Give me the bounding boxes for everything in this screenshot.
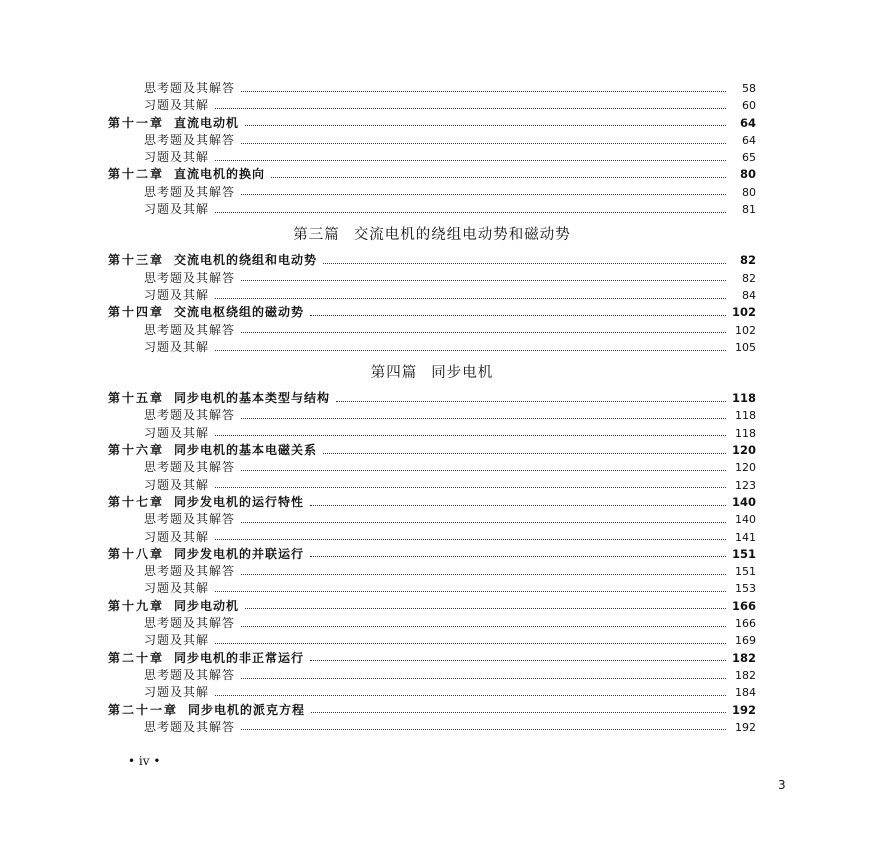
part-title: 同步电机	[431, 365, 494, 382]
page-ref: 182	[731, 650, 756, 665]
toc-chapter-entry	[108, 304, 756, 321]
chapter-title: 同步发电机的并联运行	[174, 546, 305, 561]
page-ref: 102	[731, 305, 756, 320]
dot-leader	[215, 211, 726, 213]
entry-title: 思考题及其解答	[144, 512, 236, 527]
toc-sub-entry	[108, 322, 756, 339]
entry-title: 思考题及其解答	[144, 616, 236, 631]
entry-title: 习题及其解	[144, 685, 210, 700]
dot-leader	[241, 417, 726, 419]
chapter-title: 同步电机的非正常运行	[174, 650, 305, 665]
part-number: 第三篇	[293, 227, 340, 244]
dot-leader	[241, 193, 726, 195]
dot-leader	[241, 331, 726, 333]
chapter-number: 第十二章	[108, 167, 165, 182]
folio-roman: • iv •	[128, 754, 161, 768]
dot-leader	[215, 590, 726, 592]
dot-leader	[310, 504, 726, 506]
dot-leader	[323, 452, 726, 454]
part-heading	[108, 218, 756, 252]
page-ref: 120	[735, 461, 756, 475]
page-ref: 140	[735, 513, 756, 527]
entry-title: 思考题及其解答	[144, 184, 236, 199]
toc-sub-entry	[108, 615, 756, 632]
chapter-title: 直流电动机	[174, 115, 240, 130]
page-ref: 151	[731, 546, 756, 561]
chapter-title: 交流电枢绕组的磁动势	[174, 305, 305, 320]
toc-sub-entry	[108, 339, 756, 356]
dot-leader	[323, 262, 726, 264]
toc-sub-entry	[108, 684, 756, 701]
chapter-number: 第二十章	[108, 650, 165, 665]
chapter-number: 第十三章	[108, 253, 165, 268]
dot-leader	[215, 297, 726, 299]
entry-title: 思考题及其解答	[144, 460, 236, 475]
entry-title: 思考题及其解答	[144, 81, 236, 95]
part-heading	[108, 356, 756, 390]
toc-sub-entry	[108, 80, 756, 97]
dot-leader	[215, 642, 726, 644]
page-ref: 65	[742, 151, 756, 165]
chapter-title: 交流电机的绕组和电动势	[174, 253, 318, 268]
entry-title: 习题及其解	[144, 202, 210, 217]
chapter-title: 直流电机的换向	[174, 167, 266, 182]
page-ref: 84	[742, 288, 756, 302]
chapter-number: 第十五章	[108, 391, 165, 406]
page-ref: 166	[735, 617, 756, 631]
chapter-number: 第二十一章	[108, 702, 179, 717]
entry-title: 习题及其解	[144, 425, 210, 440]
page-ref: 153	[735, 582, 756, 596]
page-ref: 81	[742, 203, 756, 217]
page-ref: 60	[742, 99, 756, 113]
dot-leader	[241, 625, 726, 627]
toc-sub-entry	[108, 477, 756, 494]
dot-leader	[241, 521, 726, 523]
page-ref: 64	[742, 133, 756, 147]
toc-sub-entry	[108, 511, 756, 528]
page-ref: 123	[735, 478, 756, 492]
page-ref: 82	[739, 253, 756, 268]
dot-leader	[311, 711, 726, 713]
entry-title: 思考题及其解答	[144, 719, 236, 734]
page-ref: 58	[742, 82, 756, 95]
dot-leader	[310, 555, 726, 557]
chapter-number: 第十七章	[108, 494, 165, 509]
chapter-number: 第十八章	[108, 546, 165, 561]
chapter-title: 同步电机的派克方程	[188, 702, 306, 717]
dot-leader	[241, 573, 726, 575]
toc-sub-entry	[108, 270, 756, 287]
page-ref: 80	[739, 167, 756, 182]
dot-leader	[310, 314, 726, 316]
toc-sub-entry	[108, 132, 756, 149]
dot-leader	[241, 90, 726, 92]
toc-chapter-entry	[108, 650, 756, 667]
dot-leader	[215, 349, 726, 351]
page-ref: 82	[742, 271, 756, 285]
page-ref: 192	[735, 720, 756, 734]
page-ref: 118	[735, 409, 756, 423]
page-ref: 118	[731, 391, 756, 406]
entry-title: 习题及其解	[144, 477, 210, 492]
dot-leader	[215, 486, 726, 488]
entry-title: 习题及其解	[144, 98, 210, 113]
dot-leader	[241, 469, 726, 471]
chapter-number: 第十一章	[108, 115, 165, 130]
page-ref: 192	[731, 702, 756, 717]
dot-leader	[241, 142, 726, 144]
toc-sub-entry	[108, 97, 756, 114]
page-ref: 166	[731, 598, 756, 613]
entry-title: 习题及其解	[144, 529, 210, 544]
page-ref: 151	[735, 565, 756, 579]
page-ref: 141	[735, 530, 756, 544]
toc-chapter-entry	[108, 702, 756, 719]
page-ref: 80	[742, 185, 756, 199]
entry-title: 习题及其解	[144, 581, 210, 596]
page-ref: 182	[735, 668, 756, 682]
toc-chapter-entry	[108, 252, 756, 269]
dot-leader	[271, 176, 726, 178]
toc-sub-entry	[108, 580, 756, 597]
toc-sub-entry	[108, 407, 756, 424]
chapter-title: 同步发电机的运行特性	[174, 494, 305, 509]
page-ref: 102	[735, 323, 756, 337]
toc-sub-entry	[108, 563, 756, 580]
toc-sub-entry	[108, 201, 756, 218]
chapter-title: 同步电机的基本类型与结构	[174, 391, 331, 406]
chapter-number: 第十六章	[108, 443, 165, 458]
dot-leader	[241, 677, 726, 679]
part-number: 第四篇	[370, 365, 418, 382]
dot-leader	[215, 159, 726, 161]
entry-title: 思考题及其解答	[144, 322, 236, 337]
page-ref: 140	[731, 494, 756, 509]
toc-chapter-entry	[108, 390, 756, 407]
page-ref: 118	[735, 426, 756, 440]
dot-leader	[241, 279, 726, 281]
entry-title: 习题及其解	[144, 633, 210, 648]
dot-leader	[310, 659, 726, 661]
page-ref: 120	[731, 443, 756, 458]
toc-sub-entry	[108, 719, 756, 736]
chapter-number: 第十九章	[108, 598, 165, 613]
toc-sub-entry	[108, 287, 756, 304]
entry-title: 思考题及其解答	[144, 667, 236, 682]
entry-title: 习题及其解	[144, 150, 210, 165]
dot-leader	[241, 728, 726, 730]
dot-leader	[215, 538, 726, 540]
toc-chapter-entry	[108, 494, 756, 511]
dot-leader	[245, 124, 726, 126]
toc-chapter-entry	[108, 598, 756, 615]
table-of-contents	[108, 80, 756, 736]
toc-sub-entry	[108, 149, 756, 166]
toc-sub-entry	[108, 459, 756, 476]
chapter-number: 第十四章	[108, 305, 165, 320]
entry-title: 思考题及其解答	[144, 408, 236, 423]
dot-leader	[215, 434, 726, 436]
dot-leader	[215, 694, 726, 696]
page-ref: 184	[735, 686, 756, 700]
dot-leader	[336, 400, 726, 402]
chapter-title: 同步电机的基本电磁关系	[174, 443, 318, 458]
entry-title: 思考题及其解答	[144, 270, 236, 285]
toc-chapter-entry	[108, 166, 756, 183]
toc-sub-entry	[108, 529, 756, 546]
entry-title: 习题及其解	[144, 339, 210, 354]
page-ref: 105	[735, 340, 756, 354]
dot-leader	[245, 607, 726, 609]
chapter-title: 同步电动机	[174, 598, 240, 613]
entry-title: 思考题及其解答	[144, 564, 236, 579]
toc-chapter-entry	[108, 115, 756, 132]
entry-title: 思考题及其解答	[144, 132, 236, 147]
page-ref: 64	[739, 115, 756, 130]
page-number: 3	[778, 778, 786, 792]
entry-title: 习题及其解	[144, 287, 210, 302]
toc-sub-entry	[108, 667, 756, 684]
toc-sub-entry	[108, 425, 756, 442]
toc-sub-entry	[108, 184, 756, 201]
toc-sub-entry	[108, 632, 756, 649]
toc-chapter-entry	[108, 546, 756, 563]
dot-leader	[215, 107, 726, 109]
part-title: 交流电机的绕组电动势和磁动势	[353, 227, 571, 244]
page-ref: 169	[735, 634, 756, 648]
toc-chapter-entry	[108, 442, 756, 459]
